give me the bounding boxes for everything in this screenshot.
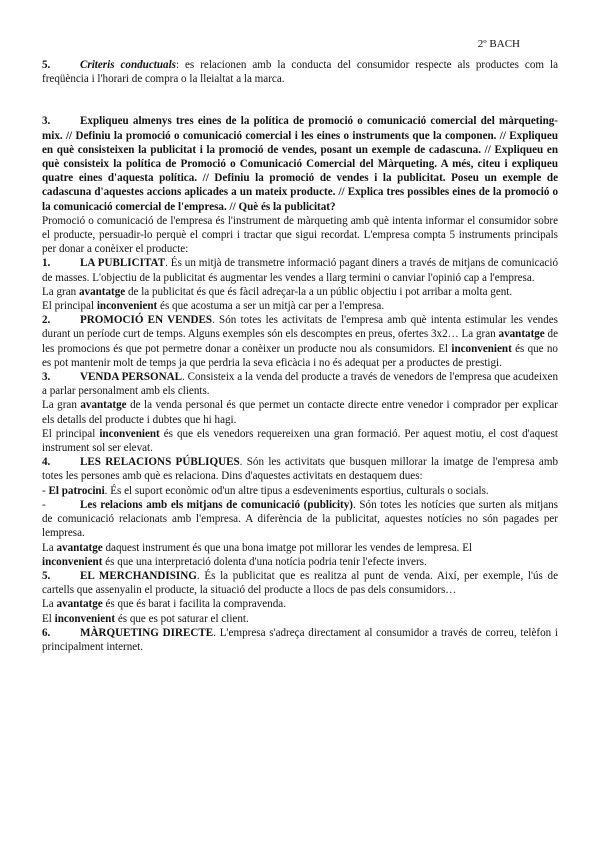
- section-text: és que no es pot mantenir molt de temps ja que perdria la seva eficàcia i no és adequat per a productes de prestigi.: [42, 342, 558, 369]
- section-promocio: [42, 313, 558, 370]
- section-title: LA PUBLICITAT: [80, 257, 166, 270]
- section-number: 3.: [42, 371, 51, 384]
- disadvantage-word: inconvenient: [42, 555, 103, 568]
- text-fragment: La gran: [42, 399, 81, 412]
- text-fragment: El: [42, 612, 55, 625]
- item-text: : es relacionen amb la conducta del consumidor respecte als productes com la freqüència i l'horari de compra o la lleialtat a la marca.: [42, 59, 558, 86]
- disadvantage-word: inconvenient: [96, 300, 158, 313]
- question-number: 3.: [42, 115, 51, 128]
- disadvantage-line: [42, 427, 558, 455]
- section-text: . Són totes les activitats de l'empresa amb què intenta estimular les vendes durant un període curt de temps. Alguns exemples són els descomptes en preus, ofertes 3x2… La gran: [42, 314, 558, 341]
- disadvantage-line: [42, 555, 558, 569]
- section-number: 5.: [42, 569, 51, 582]
- section-text: . És la publicitat que es realitza al punt de venda. Així, per exemple, l'ús de cartells que assenyalin el producte, la situació del producte a llocs de pas dels consumidors…: [42, 569, 559, 597]
- bullet-patrocini: [42, 484, 558, 498]
- advantage-word: avantatge: [56, 541, 103, 554]
- section-text: . És un mitjà de transmetre informació pagant diners a través de mitjans de comunicació de masses. L'objectiu de la publicitat és augmentar les vendes a llarg termini o canviar l'opinió cap a l'empresa.: [42, 257, 558, 284]
- text-fragment: és que es pot saturar el client.: [115, 612, 249, 625]
- advantage-word: avantatge: [498, 328, 545, 341]
- text-fragment: daquest instrument és que una bona imatge pot millorar les vendes de lempresa. El: [102, 541, 473, 554]
- section-title: LES RELACIONS PÚBLIQUES: [80, 456, 240, 469]
- advantage-line: [42, 285, 558, 299]
- disadvantage-word: inconvenient: [99, 427, 160, 440]
- disadvantage-line: [42, 612, 558, 626]
- criterion-5: [42, 58, 558, 86]
- text-fragment: és que els venedors requereixen una gran formació. Per aquest motiu, el cost d'aquest instrument sol ser elevat.: [42, 427, 558, 455]
- course-label: 2º BACH: [477, 38, 520, 50]
- section-publicitat: [42, 256, 558, 284]
- text-fragment: és que una interpretació dolenta d'una notícia podria tenir l'efecte invers.: [102, 555, 427, 568]
- bullet-marker: -: [42, 484, 49, 497]
- item-title: Criteris conductuals: [80, 59, 176, 71]
- bullet-publicity: [42, 498, 558, 541]
- disadvantage-word: inconvenient: [451, 342, 512, 355]
- section-number: 6.: [42, 626, 51, 639]
- advantage-word: avantatge: [78, 285, 126, 298]
- text-fragment: La gran: [42, 285, 79, 298]
- section-number: 1.: [42, 257, 51, 270]
- section-title: VENDA PERSONAL: [80, 371, 183, 384]
- document-body: [42, 58, 558, 654]
- section-number: 4.: [42, 456, 51, 469]
- advantage-line: [42, 541, 558, 555]
- bullet-marker: -: [42, 498, 46, 511]
- bullet-title: El patrocini: [48, 484, 105, 497]
- section-text: . Són les activitats que busquen millorar la imatge de l'empresa amb totes les persones amb què es relaciona. Dins d'aquestes activitats en destaquem dues:: [42, 456, 559, 483]
- text-fragment: de la venda personal és que permet un contacte directe entre venedor i comprador per explicar els detalls del producte i dubtes que hi hagi.: [42, 399, 558, 426]
- section-merchandising: [42, 569, 558, 597]
- section-title: EL MERCHANDISING: [80, 569, 197, 582]
- advantage-word: avantatge: [56, 598, 103, 611]
- section-title: PROMOCIÓ EN VENDES: [80, 314, 213, 327]
- section-venda-personal: [42, 370, 558, 398]
- text-fragment: El principal: [42, 427, 100, 440]
- advantage-line: [42, 597, 558, 611]
- bullet-title: Les relacions amb els mitjans de comunicació (publicity): [80, 498, 353, 511]
- exam-question: [42, 114, 558, 213]
- bullet-text: . Són totes les notícies que surten als mitjans de comunicació relacionats amb l'empresa. A diferència de la publicitat, aquestes notícies no són pagades per lempresa.: [42, 498, 558, 540]
- disadvantage-word: inconvenient: [54, 612, 116, 625]
- intro-paragraph: Promoció o comunicació de l'empresa és l'instrument de màrqueting amb què intenta informar el consumidor sobre el producte, persuadir-lo perquè el compri i tractar que sigui recordat. L'empresa compta 5 instruments principals per donar a conèixer el producte:: [42, 214, 558, 256]
- item-number: 5.: [42, 59, 51, 71]
- text-fragment: és que acostuma a ser un mitjà car per a l'empresa.: [157, 300, 385, 313]
- section-relacions-publiques: [42, 455, 558, 483]
- section-title: MÀRQUETING DIRECTE: [80, 626, 214, 639]
- section-text: . L'empresa s'adreça directament al consumidor a través de correu, telèfon i principalment internet.: [42, 626, 559, 653]
- text-fragment: El principal: [42, 300, 97, 313]
- bullet-text: . És el suport econòmic od'un altre tipus a esdeveniments esportius, culturals o socials.: [104, 484, 489, 497]
- section-text: . Consisteix a la venda del producte a través de venedors de l'empresa que acudeixen a parlar personalment amb els clients.: [42, 371, 559, 398]
- text-fragment: La: [42, 598, 57, 611]
- advantage-line: [42, 398, 558, 426]
- disadvantage-line: [42, 299, 558, 313]
- section-number: 2.: [42, 314, 51, 327]
- text-fragment: de la publicitat és que és fàcil adreçar-la a un públic objectiu i pot arribar a molta gent.: [125, 285, 513, 298]
- advantage-word: avantatge: [80, 399, 127, 412]
- question-text: Expliqueu almenys tres eines de la política de promoció o comunicació comercial del màrqueting-mix. // Definiu la promoció o comunicació comercial i les eines o instruments que la componen. // Expliqueu en què consisteixen la publicitat i la promoció de vendes, posant un exemple de cadascuna. // Expliqueu en què consisteix la política de Promoció o Comunicació Comercial del Màrqueting. A més, citeu i expliqueu quatre eines d'aquesta política. // Definiu la promoció de vendes i la publicitat. Poseu un exemple de cadascuna d'aquestes accions aplicades a un mateix producte. // Explica tres possibles eines de la promoció o la comunicació comercial de l'empresa. // Què és la publicitat?: [42, 115, 558, 213]
- section-text: de les promocions és que pot permetre donar a conèixer un producte nou als consumidors. El: [42, 328, 558, 355]
- section-marqueting-directe: [42, 626, 558, 654]
- text-fragment: és que és barat i facilita la compravenda.: [102, 598, 286, 611]
- text-fragment: La: [42, 541, 57, 554]
